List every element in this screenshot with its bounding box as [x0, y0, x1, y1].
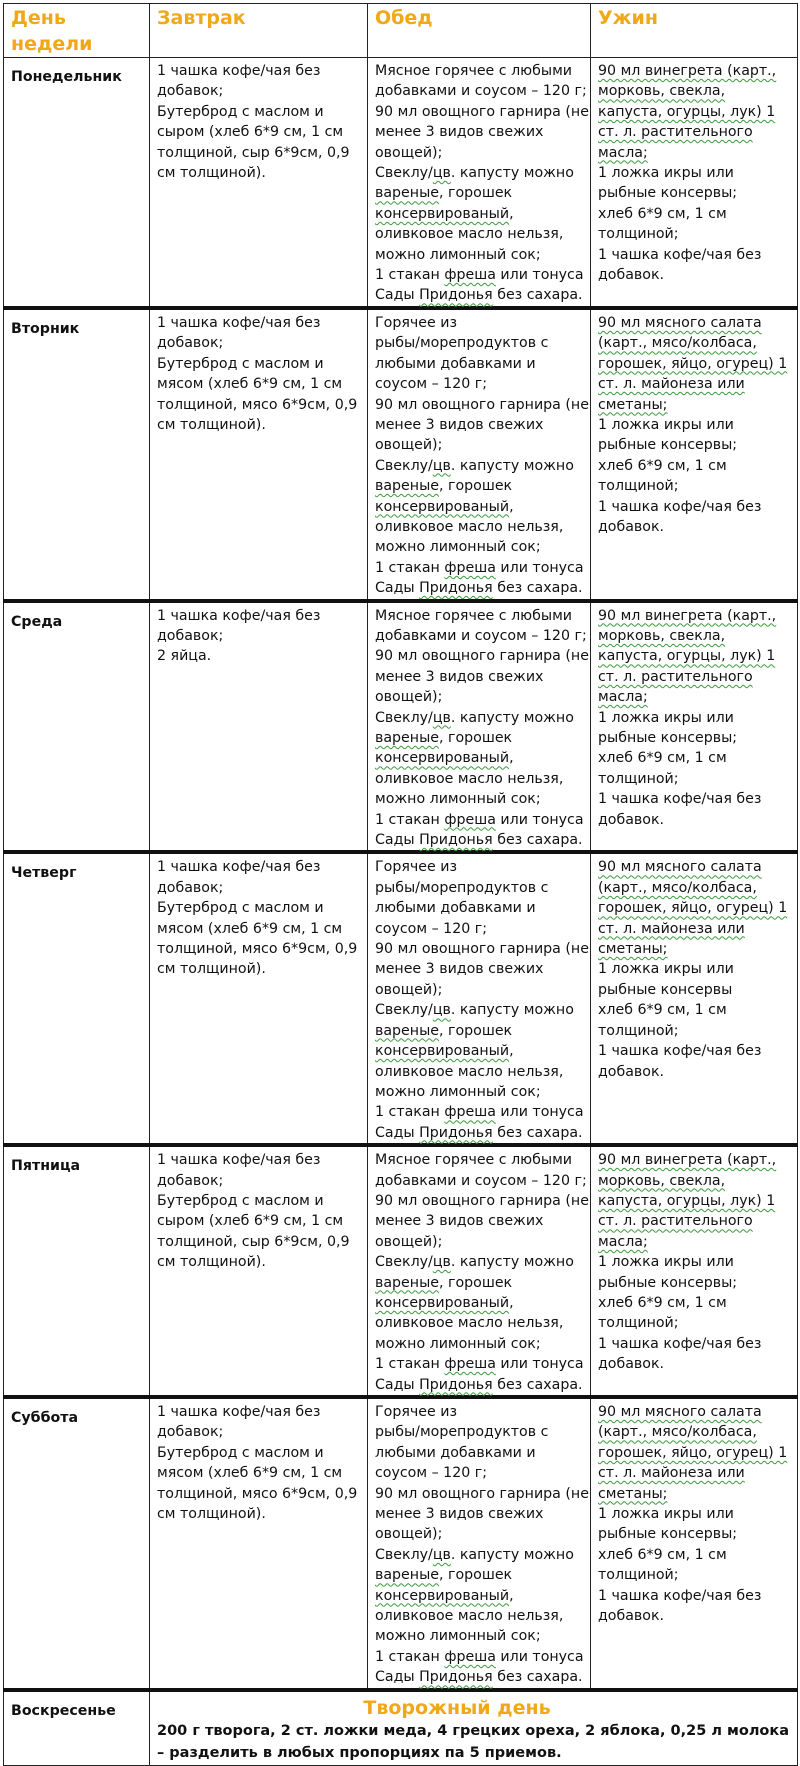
breakfast-line: мясом (хлеб 6*9 см, 1 см: [157, 920, 343, 937]
table-row: [4, 1397, 798, 1690]
dinner-line: сметаны;: [598, 1485, 668, 1502]
day-cell: Вторник: [4, 308, 150, 601]
lunch-line: 90 мл овощного гарнира (не: [375, 1192, 589, 1209]
lunch-cell: [368, 58, 591, 308]
dinner-line: ст. л. майонеза или: [598, 376, 745, 393]
lunch-line: можно лимонный сок;: [375, 246, 541, 263]
table-row: [4, 601, 798, 853]
lunch-line: вареные, горошек: [375, 1274, 513, 1291]
dinner-line: добавок.: [598, 267, 665, 284]
dinner-line: 1 ложка икры или: [598, 165, 734, 182]
dinner-line: (карт., мясо/колбаса,: [598, 335, 757, 352]
breakfast-line: 1 чашка кофе/чая без: [157, 859, 321, 876]
lunch-line: Сады Придонья без сахара.: [375, 1124, 583, 1141]
lunch-line: добавками и соусом – 120 г;: [375, 1172, 587, 1189]
lunch-line: оливковое масло нельзя,: [375, 770, 564, 787]
dinner-line: сметаны;: [598, 941, 668, 958]
dinner-line: масла;: [598, 1233, 648, 1250]
table-row-sunday: [4, 1690, 798, 1766]
breakfast-line: сыром (хлеб 6*9 см, 1 см: [157, 124, 344, 141]
dinner-line: добавок.: [598, 1608, 665, 1625]
dinner-cell: [591, 58, 798, 308]
sunday-cell: [150, 1690, 798, 1766]
dinner-line: 1 чашка кофе/чая без: [598, 498, 762, 515]
dinner-line: ст. л. растительного: [598, 124, 753, 141]
lunch-line: можно лимонный сок;: [375, 791, 541, 808]
dinner-line: рыбные консервы: [598, 981, 733, 998]
table-row: [4, 308, 798, 601]
breakfast-line: толщиной, мясо 6*9см, 0,9: [157, 1485, 358, 1502]
dinner-line: капуста, огурцы, лук) 1: [598, 103, 776, 120]
dinner-line: 1 чашка кофе/чая без: [598, 246, 762, 263]
lunch-line: Сады Придонья без сахара.: [375, 287, 583, 304]
lunch-line: любыми добавками и: [375, 355, 536, 372]
lunch-line: Мясное горячее с любыми: [375, 63, 572, 79]
breakfast-line: 1 чашка кофе/чая без: [157, 63, 321, 79]
dinner-line: морковь, свекла,: [598, 627, 726, 644]
lunch-line: 90 мл овощного гарнира (не: [375, 941, 589, 958]
lunch-line: Сады Придонья без сахара.: [375, 1376, 583, 1393]
lunch-line: вареные, горошек: [375, 1567, 513, 1584]
breakfast-line: добавок;: [157, 1424, 224, 1441]
meal-plan-table: [3, 3, 798, 1766]
breakfast-line: 1 чашка кофе/чая без: [157, 1404, 321, 1420]
lunch-line: Свеклу/цв. капусту можно: [375, 165, 574, 182]
lunch-cell: [368, 308, 591, 601]
lunch-line: 90 мл овощного гарнира (не: [375, 103, 589, 120]
breakfast-line: 1 чашка кофе/чая без: [157, 1152, 321, 1169]
breakfast-cell: [150, 308, 368, 601]
breakfast-line: добавок;: [157, 1172, 224, 1189]
dinner-line: морковь, свекла,: [598, 83, 726, 100]
lunch-line: овощей);: [375, 1233, 443, 1250]
lunch-line: Мясное горячее с любыми: [375, 1152, 572, 1169]
dinner-line: рыбные консервы;: [598, 730, 738, 746]
table-row: [4, 852, 798, 1145]
breakfast-line: добавок;: [157, 83, 224, 100]
dinner-line: 1 чашка кофе/чая без: [598, 1587, 762, 1604]
breakfast-cell: [150, 1145, 368, 1397]
breakfast-cell: [150, 601, 368, 853]
lunch-line: Свеклу/цв. капусту можно: [375, 709, 574, 726]
breakfast-line: мясом (хлеб 6*9 см, 1 см: [157, 1465, 343, 1482]
dinner-line: 1 чашка кофе/чая без: [598, 1335, 762, 1352]
lunch-cell: [368, 601, 591, 853]
lunch-line: овощей);: [375, 144, 443, 161]
dinner-line: 90 мл мясного салата: [598, 314, 762, 331]
lunch-line: оливковое масло нельзя,: [375, 226, 564, 243]
lunch-line: Свеклу/цв. капусту можно: [375, 1546, 574, 1563]
lunch-line: Сады Придонья без сахара.: [375, 1669, 583, 1686]
dinner-line: толщиной;: [598, 1567, 679, 1584]
lunch-line: 90 мл овощного гарнира (не: [375, 396, 589, 413]
dinner-cell: [591, 1145, 798, 1397]
dinner-line: хлеб 6*9 см, 1 см: [598, 1002, 727, 1019]
lunch-line: рыбы/морепродуктов с: [375, 879, 549, 896]
breakfast-line: Бутерброд с маслом и: [157, 900, 324, 917]
breakfast-line: толщиной, сыр 6*9см, 0,9: [157, 144, 350, 161]
lunch-line: соусом – 120 г;: [375, 920, 487, 937]
dinner-line: рыбные консервы;: [598, 1526, 738, 1543]
header-row: [4, 4, 798, 58]
dinner-cell: [591, 852, 798, 1145]
lunch-line: можно лимонный сок;: [375, 1335, 541, 1352]
lunch-line: 1 стакан фреша или тонуса: [375, 1356, 584, 1373]
dinner-line: капуста, огурцы, лук) 1: [598, 648, 776, 665]
lunch-line: овощей);: [375, 689, 443, 706]
dinner-line: добавок.: [598, 1063, 665, 1080]
breakfast-line: толщиной, мясо 6*9см, 0,9: [157, 941, 358, 958]
lunch-line: консервированый,: [375, 498, 514, 515]
dinner-line: горошек, яйцо, огурец) 1: [598, 900, 788, 917]
lunch-line: 90 мл овощного гарнира (не: [375, 648, 589, 665]
breakfast-line: см толщиной).: [157, 416, 266, 433]
dinner-line: горошек, яйцо, огурец) 1: [598, 1444, 788, 1461]
lunch-line: овощей);: [375, 981, 443, 998]
lunch-line: Сады Придонья без сахара.: [375, 832, 583, 849]
lunch-line: Горячее из: [375, 314, 457, 331]
dinner-line: рыбные консервы;: [598, 437, 738, 454]
breakfast-cell: [150, 58, 368, 308]
lunch-line: добавками и соусом – 120 г;: [375, 83, 587, 100]
lunch-line: консервированый,: [375, 1043, 514, 1060]
breakfast-line: Бутерброд с маслом и: [157, 355, 324, 372]
dinner-line: рыбные консервы;: [598, 185, 738, 202]
lunch-line: менее 3 видов свежих: [375, 1213, 544, 1230]
lunch-line: вареные, горошек: [375, 1022, 513, 1039]
dinner-line: 90 мл винегрета (карт.,: [598, 1152, 777, 1169]
dinner-line: 1 чашка кофе/чая без: [598, 1043, 762, 1060]
dinner-line: 1 чашка кофе/чая без: [598, 791, 762, 808]
day-cell: Среда: [4, 601, 150, 853]
dinner-line: добавок.: [598, 1356, 665, 1373]
table-body: [4, 58, 798, 1690]
day-cell: Пятница: [4, 1145, 150, 1397]
dinner-line: 90 мл винегрета (карт.,: [598, 607, 777, 624]
dinner-line: ст. л. растительного: [598, 668, 753, 685]
dinner-line: 1 ложка икры или: [598, 416, 734, 433]
breakfast-line: добавок;: [157, 627, 224, 644]
dinner-line: толщиной;: [598, 478, 679, 495]
lunch-line: консервированый,: [375, 1294, 514, 1311]
dinner-line: хлеб 6*9 см, 1 см: [598, 457, 727, 474]
lunch-line: оливковое масло нельзя,: [375, 1608, 564, 1625]
day-cell: Суббота: [4, 1397, 150, 1690]
dinner-line: ст. л. майонеза или: [598, 920, 745, 937]
dinner-line: капуста, огурцы, лук) 1: [598, 1192, 776, 1209]
lunch-line: овощей);: [375, 437, 443, 454]
dinner-line: 90 мл винегрета (карт.,: [598, 63, 777, 79]
dinner-line: 1 ложка икры или: [598, 961, 734, 978]
dinner-line: масла;: [598, 144, 648, 161]
breakfast-line: Бутерброд с маслом и: [157, 1444, 324, 1461]
dinner-line: 1 ложка икры или: [598, 1506, 734, 1523]
dinner-line: хлеб 6*9 см, 1 см: [598, 1294, 727, 1311]
dinner-line: добавок.: [598, 518, 665, 535]
lunch-line: менее 3 видов свежих: [375, 416, 544, 433]
dinner-line: толщиной;: [598, 226, 679, 243]
lunch-line: 90 мл овощного гарнира (не: [375, 1485, 589, 1502]
sunday-line: – разделить в любых пропорциях па 5 приемов.: [157, 1744, 562, 1761]
lunch-line: Свеклу/цв. капусту можно: [375, 1002, 574, 1019]
lunch-line: оливковое масло нельзя,: [375, 1315, 564, 1332]
sunday-title: Творожный день: [363, 1696, 551, 1719]
lunch-line: можно лимонный сок;: [375, 1083, 541, 1100]
lunch-line: консервированый,: [375, 750, 514, 767]
breakfast-line: 2 яйца.: [157, 648, 212, 665]
dinner-line: 90 мл мясного салата: [598, 1404, 762, 1420]
lunch-line: менее 3 видов свежих: [375, 124, 544, 141]
day-cell: Четверг: [4, 852, 150, 1145]
lunch-line: Свеклу/цв. капусту можно: [375, 457, 574, 474]
dinner-line: хлеб 6*9 см, 1 см: [598, 1546, 727, 1563]
dinner-line: 1 ложка икры или: [598, 1254, 734, 1271]
dinner-line: ст. л. растительного: [598, 1213, 753, 1230]
breakfast-line: см толщиной).: [157, 961, 266, 978]
breakfast-line: Бутерброд с маслом и: [157, 1192, 324, 1209]
lunch-line: 1 стакан фреша или тонуса: [375, 1648, 584, 1665]
dinner-cell: [591, 1397, 798, 1690]
breakfast-line: см толщиной).: [157, 165, 266, 182]
lunch-line: 1 стакан фреша или тонуса: [375, 1104, 584, 1121]
lunch-line: вареные, горошек: [375, 185, 513, 202]
header-lunch: Обед: [368, 4, 591, 58]
lunch-line: Свеклу/цв. капусту можно: [375, 1254, 574, 1271]
breakfast-line: 1 чашка кофе/чая без: [157, 607, 321, 624]
breakfast-line: толщиной, сыр 6*9см, 0,9: [157, 1233, 350, 1250]
dinner-cell: [591, 601, 798, 853]
lunch-line: консервированый,: [375, 205, 514, 222]
lunch-line: оливковое масло нельзя,: [375, 518, 564, 535]
dinner-line: хлеб 6*9 см, 1 см: [598, 750, 727, 767]
lunch-line: добавками и соусом – 120 г;: [375, 627, 587, 644]
breakfast-cell: [150, 852, 368, 1145]
lunch-line: оливковое масло нельзя,: [375, 1063, 564, 1080]
lunch-line: 1 стакан фреша или тонуса: [375, 559, 584, 576]
breakfast-line: см толщиной).: [157, 1254, 266, 1271]
breakfast-line: Бутерброд с маслом и: [157, 103, 324, 120]
dinner-line: (карт., мясо/колбаса,: [598, 1424, 757, 1441]
lunch-line: менее 3 видов свежих: [375, 961, 544, 978]
lunch-line: вареные, горошек: [375, 730, 513, 746]
breakfast-line: добавок;: [157, 335, 224, 352]
table-row: [4, 1145, 798, 1397]
dinner-line: толщиной;: [598, 1022, 679, 1039]
sunday-line: 200 г творога, 2 ст. ложки меда, 4 грецких ореха, 2 яблока, 0,25 л молока: [157, 1722, 790, 1739]
lunch-line: консервированый,: [375, 1587, 514, 1604]
lunch-line: менее 3 видов свежих: [375, 668, 544, 685]
lunch-line: можно лимонный сок;: [375, 539, 541, 556]
lunch-cell: [368, 1145, 591, 1397]
lunch-line: соусом – 120 г;: [375, 1465, 487, 1482]
breakfast-line: сыром (хлеб 6*9 см, 1 см: [157, 1213, 344, 1230]
dinner-line: сметаны;: [598, 396, 668, 413]
dinner-line: хлеб 6*9 см, 1 см: [598, 205, 727, 222]
sunday-text: [157, 1720, 797, 1764]
dinner-line: толщиной;: [598, 1315, 679, 1332]
lunch-line: 1 стакан фреша или тонуса: [375, 267, 584, 284]
dinner-line: морковь, свекла,: [598, 1172, 726, 1189]
dinner-line: масла;: [598, 689, 648, 706]
dinner-line: горошек, яйцо, огурец) 1: [598, 355, 788, 372]
day-cell: Понедельник: [4, 58, 150, 308]
breakfast-line: толщиной, мясо 6*9см, 0,9: [157, 396, 358, 413]
dinner-line: толщиной;: [598, 770, 679, 787]
dinner-cell: [591, 308, 798, 601]
lunch-line: 1 стакан фреша или тонуса: [375, 811, 584, 828]
lunch-line: вареные, горошек: [375, 478, 513, 495]
day-cell: Воскресенье: [4, 1690, 150, 1766]
lunch-line: рыбы/морепродуктов с: [375, 335, 549, 352]
breakfast-line: см толщиной).: [157, 1506, 266, 1523]
table-row: [4, 58, 798, 308]
dinner-line: добавок.: [598, 811, 665, 828]
lunch-line: овощей);: [375, 1526, 443, 1543]
header-day: День недели: [4, 4, 150, 58]
dinner-line: 90 мл мясного салата: [598, 859, 762, 876]
breakfast-line: добавок;: [157, 879, 224, 896]
breakfast-cell: [150, 1397, 368, 1690]
header-dinner: Ужин: [591, 4, 798, 58]
dinner-line: рыбные консервы;: [598, 1274, 738, 1291]
lunch-line: Сады Придонья без сахара.: [375, 580, 583, 597]
dinner-line: ст. л. майонеза или: [598, 1465, 745, 1482]
breakfast-line: мясом (хлеб 6*9 см, 1 см: [157, 376, 343, 393]
lunch-line: менее 3 видов свежих: [375, 1506, 544, 1523]
lunch-line: можно лимонный сок;: [375, 1628, 541, 1645]
lunch-line: Мясное горячее с любыми: [375, 607, 572, 624]
lunch-cell: [368, 852, 591, 1145]
lunch-line: Горячее из: [375, 859, 457, 876]
lunch-line: рыбы/морепродуктов с: [375, 1424, 549, 1441]
lunch-cell: [368, 1397, 591, 1690]
dinner-line: 1 ложка икры или: [598, 709, 734, 726]
breakfast-line: 1 чашка кофе/чая без: [157, 314, 321, 331]
dinner-line: (карт., мясо/колбаса,: [598, 879, 757, 896]
header-breakfast: Завтрак: [150, 4, 368, 58]
lunch-line: Горячее из: [375, 1404, 457, 1420]
lunch-line: любыми добавками и: [375, 1444, 536, 1461]
lunch-line: соусом – 120 г;: [375, 376, 487, 393]
lunch-line: любыми добавками и: [375, 900, 536, 917]
